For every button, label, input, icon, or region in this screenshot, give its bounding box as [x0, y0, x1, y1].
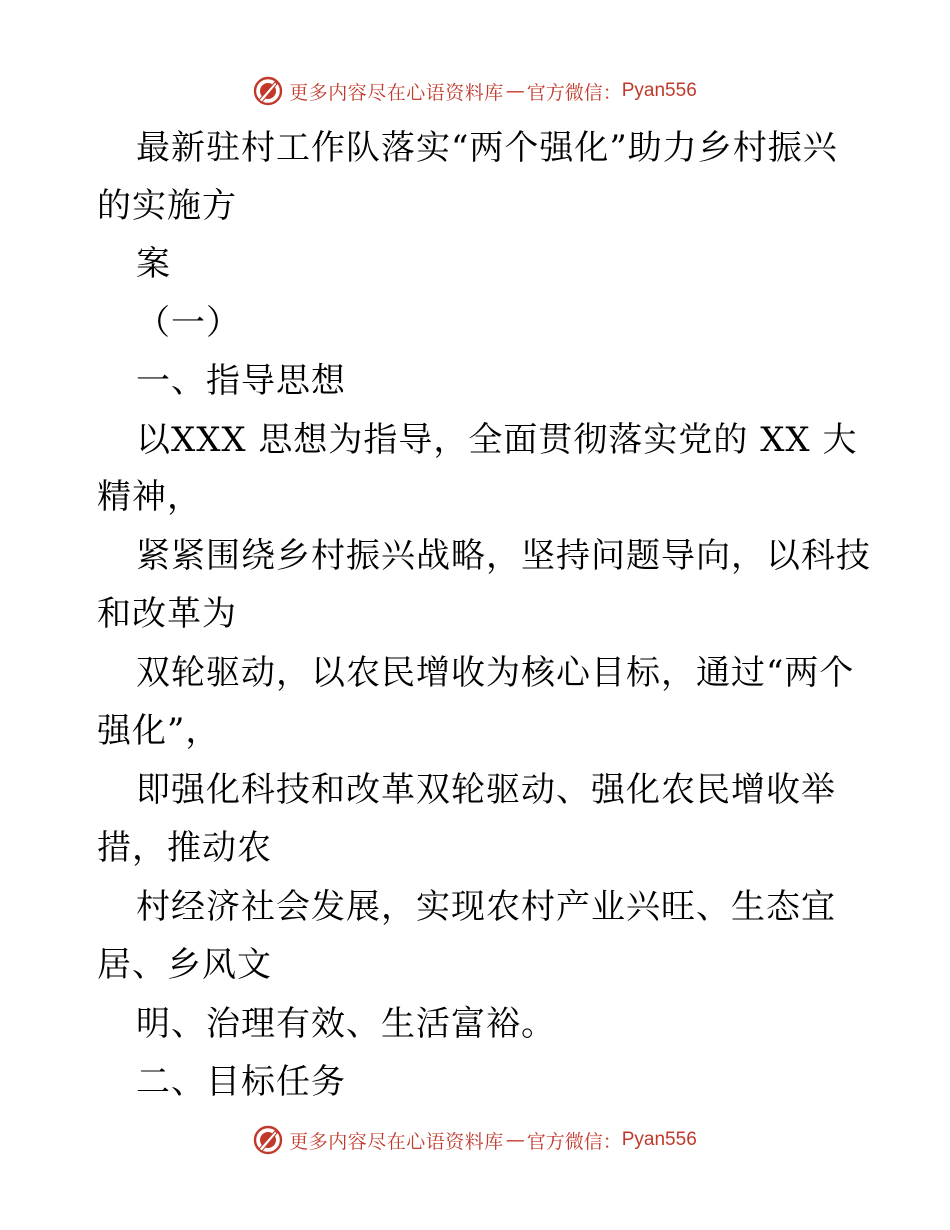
- watermark-dash: —: [505, 80, 525, 102]
- watermark-account: Pyan556: [621, 80, 697, 101]
- quill-pen-seal-icon: [253, 1125, 283, 1155]
- watermark-dash: —: [505, 1129, 525, 1151]
- quill-pen-seal-icon: [253, 76, 283, 106]
- paragraph-line: 紧紧围绕乡村振兴战略，坚持问题导向，以科技: [136, 536, 871, 576]
- watermark-banner-bottom: [0, 1122, 950, 1158]
- paragraph-line: 村经济社会发展，实现农村产业兴旺、生态宜: [136, 887, 836, 927]
- paragraph-line: 以XXX 思想为指导，全面贯彻落实党的 XX 大: [136, 420, 858, 460]
- document-title-line-2: 的实施方: [97, 186, 237, 226]
- section-number: （一）: [136, 303, 241, 343]
- document-title-line-1: 最新驻村工作队落实“两个强化”助力乡村振兴: [136, 128, 838, 168]
- paragraph-line: 即强化科技和改革双轮驱动、强化农民增收举: [136, 770, 836, 810]
- watermark-account: Pyan556: [621, 1129, 697, 1150]
- paragraph-line: 居、乡风文: [97, 945, 272, 985]
- watermark-label: 官方微信：: [526, 1130, 622, 1153]
- paragraph-line: 精神，: [97, 477, 202, 517]
- paragraph-line: 措，推动农: [97, 828, 272, 868]
- watermark-site-text: 更多内容尽在心语资料库: [289, 81, 504, 104]
- paragraph-line: 强化”，: [97, 711, 221, 751]
- watermark-site-text: 更多内容尽在心语资料库: [289, 1130, 504, 1153]
- heading-goals-tasks: 二、目标任务: [136, 1062, 346, 1102]
- document-title-line-3: 案: [136, 244, 171, 284]
- paragraph-line: 明、治理有效、生活富裕。: [136, 1004, 556, 1044]
- heading-guiding-thought: 一、指导思想: [136, 361, 346, 401]
- watermark-banner-top: [0, 73, 950, 109]
- paragraph-line: 和改革为: [97, 594, 237, 634]
- watermark-label: 官方微信：: [526, 81, 622, 104]
- paragraph-line: 双轮驱动，以农民增收为核心目标，通过“两个: [136, 653, 855, 693]
